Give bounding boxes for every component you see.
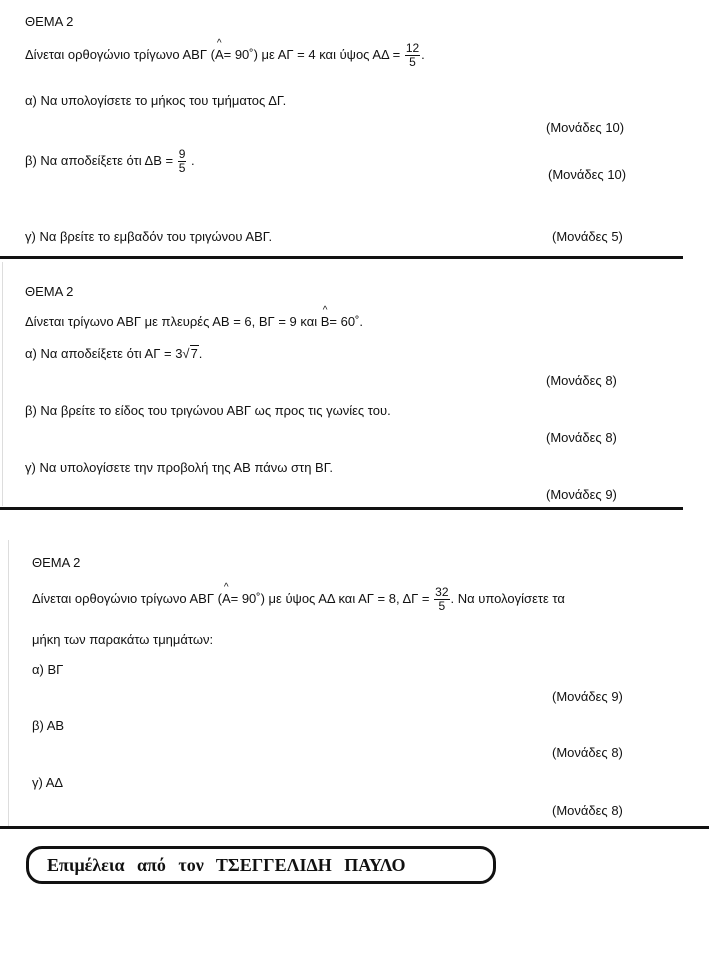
question-a: α) ΒΓ [32,662,64,677]
section-title: ΘΕΜΑ 2 [32,555,81,570]
marks-label: (Μονάδες 10) [546,120,625,135]
problem-statement: Δίνεται ορθογώνιο τρίγωνο ΑΒΓ (^ Α= 90˚) με ΑΓ = 4 και ύψος ΑΔ = $\frac{12}{5}$ . [25,42,425,69]
marks-label: (Μονάδες 5) [552,229,623,244]
section-divider [0,826,709,829]
marks-label: (Μονάδες 9) [546,487,617,502]
question-a: α) Να αποδείξετε ότι ΑΓ = 3√7. [25,346,203,361]
square-root: √7 [182,346,198,361]
problem-statement-line2: μήκη των παρακάτω τμημάτων: [32,632,214,647]
box-edge [8,540,9,826]
marks-label: (Μονάδες 9) [552,689,623,704]
fraction: $\frac{12}{5}$ [405,41,420,69]
section-divider [0,256,683,259]
marks-label: (Μονάδες 8) [546,430,617,445]
question-a: α) Να υπολογίσετε το μήκος του τμήματος ΔΓ. [25,93,287,108]
problem-statement: Δίνεται ορθογώνιο τρίγωνο ΑΒΓ (^ Α= 90˚) με ύψος ΑΔ και ΑΓ = 8, ΔΓ = $\frac{32}{5}$ . Να υπολογίσετε τα [32,586,565,613]
marks-label: (Μονάδες 8) [552,803,623,818]
question-b: β) Να αποδείξετε ότι ΔΒ = $\frac{9}{5}$ . [25,147,195,175]
fraction: $\frac{32}{5}$ [435,585,449,613]
marks-label: (Μονάδες 10) [548,167,627,182]
marks-label: (Μονάδες 8) [546,373,617,388]
angle-hat-letter: ^ Α [215,47,224,62]
angle-hat-letter: ^ Β [321,314,330,329]
question-c: γ) Να βρείτε το εμβαδόν του τριγώνου ΑΒΓ. [25,229,273,244]
section-divider [0,507,683,510]
question-c: γ) Να υπολογίσετε την προβολή της ΑΒ πάνω στη ΒΓ. [25,460,334,475]
fraction: $\frac{9}{5}$ [178,147,186,175]
box-edge [2,262,3,506]
question-c: γ) ΑΔ [32,775,64,790]
section-title: ΘΕΜΑ 2 [25,14,74,29]
question-b: β) Να βρείτε το είδος του τριγώνου ΑΒΓ ως προς τις γωνίες του. [25,403,391,418]
marks-label: (Μονάδες 8) [552,745,623,760]
question-b: β) ΑΒ [32,718,65,733]
section-title: ΘΕΜΑ 2 [25,284,74,299]
angle-hat-letter: ^ Α [222,591,231,606]
problem-statement: Δίνεται τρίγωνο ΑΒΓ με πλευρές ΑΒ = 6, ΒΓ = 9 και ^ Β= 60˚. [25,314,363,329]
author-signature-box: Επιμέλεια από τον ΤΣΕΓΓΕΛΙΔΗ ΠΑΥΛΟ [26,846,496,884]
